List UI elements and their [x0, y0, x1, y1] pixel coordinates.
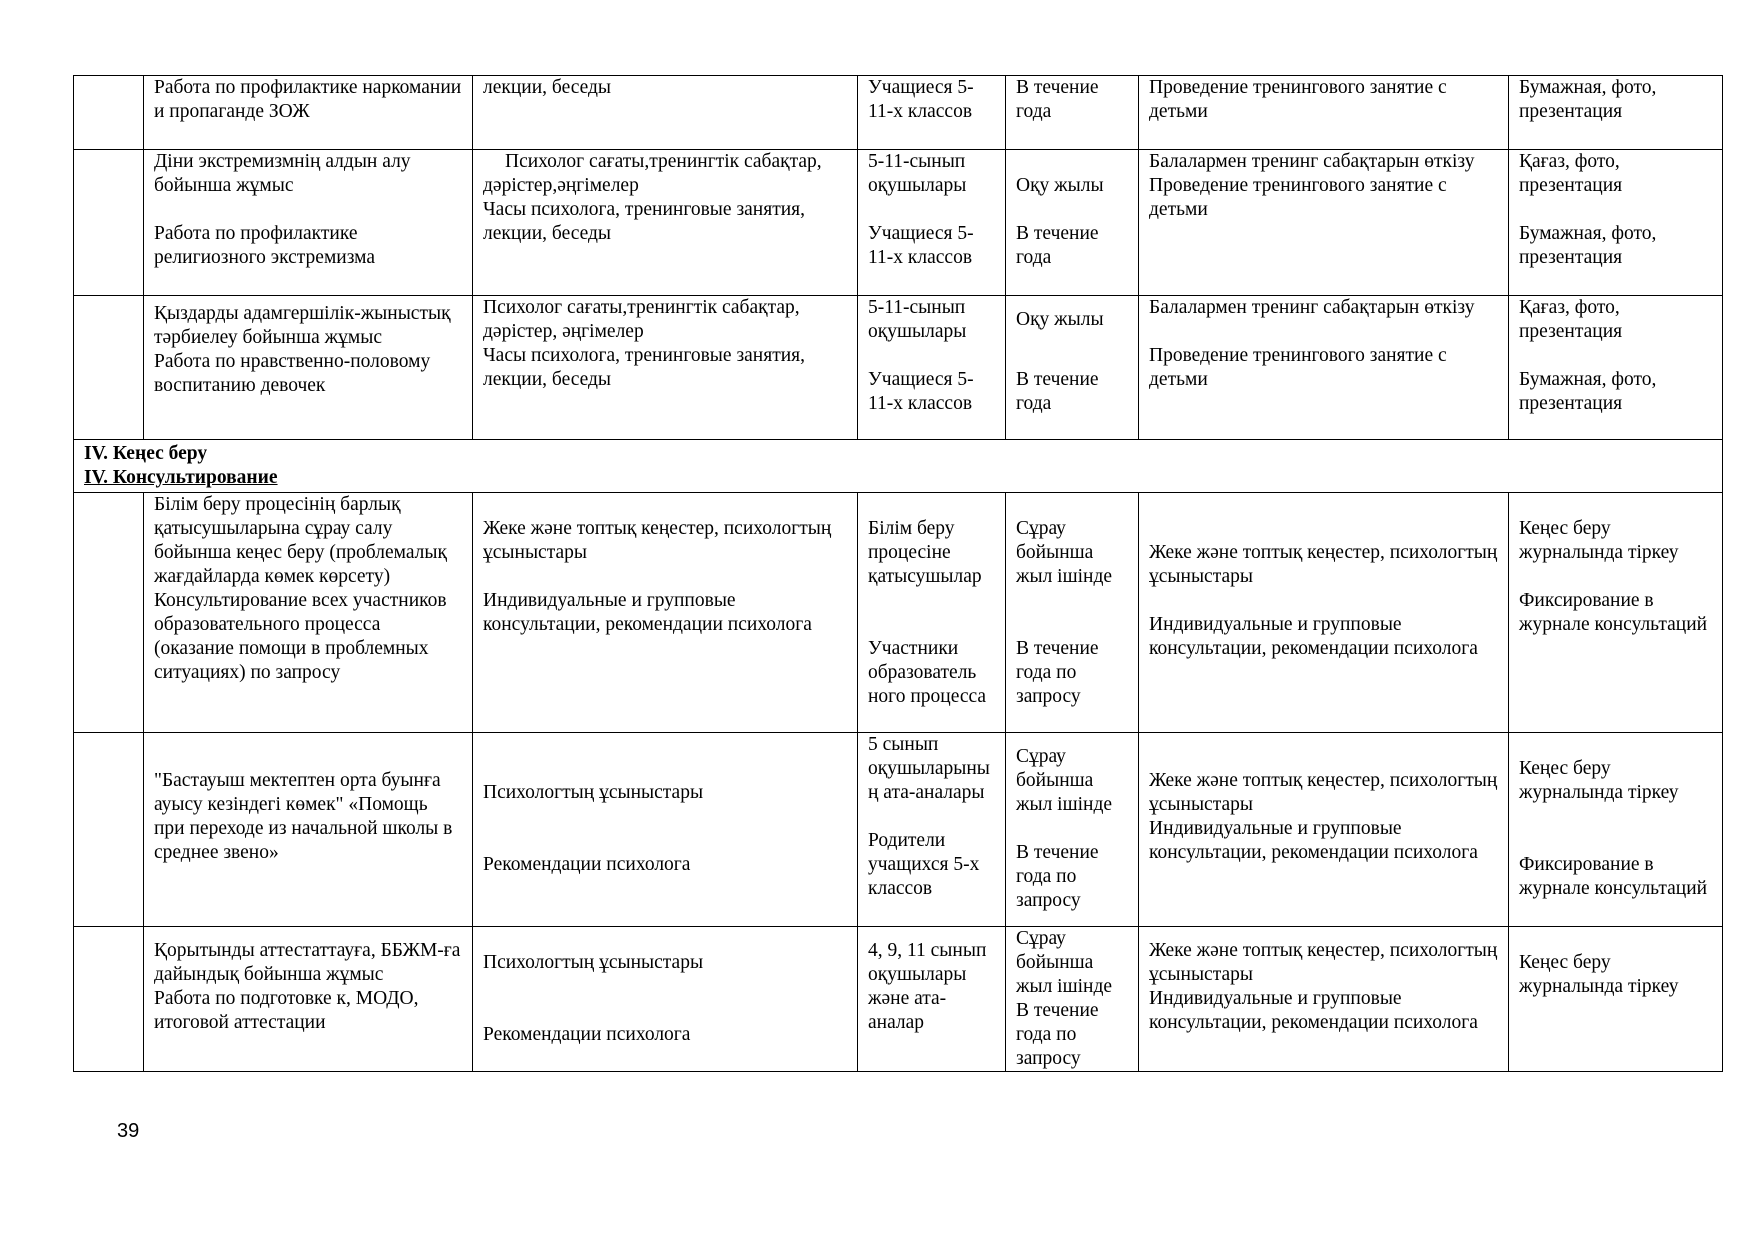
timing-cell	[1006, 493, 1139, 733]
report-text-kz: Қағаз, фото, презентация	[1519, 151, 1623, 196]
participants-cell	[858, 493, 1006, 733]
result-text-ru: Индивидуальные и групповые консультации, рекомендации психолога	[1149, 988, 1478, 1033]
forms-text-kz: Психологтың ұсыныстары	[483, 782, 704, 803]
number-cell	[74, 493, 144, 733]
work-text-kz: Діни экстремизмнің алдын алу бойынша жұмыс	[154, 151, 411, 196]
work-text-ru: Работа по подготовке к, МОДО, итоговой аттестации	[154, 988, 419, 1033]
result-text-ru: Индивидуальные и групповые консультации, рекомендации психолога	[1149, 614, 1478, 659]
result-cell	[1139, 493, 1509, 733]
participants-cell	[858, 733, 1006, 927]
timing-cell	[1006, 733, 1139, 927]
report-text-kz: Кеңес беру журналында тіркеу	[1519, 758, 1679, 803]
timing-cell	[1006, 76, 1139, 150]
number-cell	[74, 150, 144, 296]
report-cell	[1509, 733, 1723, 927]
timing-text-kz: Сұрау бойынша жыл ішінде	[1016, 518, 1113, 587]
result-text-ru: Проведение тренингового занятие с детьми	[1149, 175, 1447, 220]
forms-cell	[473, 927, 858, 1072]
forms-cell	[473, 150, 858, 296]
section-header-row	[74, 440, 1723, 493]
participants-text-ru: Участники образователь ного процесса	[868, 638, 987, 707]
timing-cell	[1006, 150, 1139, 296]
report-text-ru: Фиксирование в журнале консультаций	[1519, 590, 1708, 635]
work-cell	[144, 733, 473, 927]
forms-text-kz: Психологтың ұсыныстары	[483, 952, 704, 973]
work-text-ru: Консультирование всех участников образовательного процесса (оказание помощи в проблемных ситуациях) по запросу	[154, 590, 447, 683]
participants-text-ru: Учащиеся 5-11-х классов	[868, 369, 974, 414]
participants-cell	[858, 150, 1006, 296]
report-text-kz: Кеңес беру журналында тіркеу	[1519, 518, 1679, 563]
table-row	[74, 296, 1723, 440]
result-text-kz: Балалармен тренинг сабақтарын өткізу	[1149, 297, 1475, 318]
participants-text: 4, 9, 11 сынып оқушылары және ата-аналар	[868, 940, 987, 1033]
result-text-ru: Индивидуальные и групповые консультации, рекомендации психолога	[1149, 818, 1478, 863]
report-cell	[1509, 76, 1723, 150]
report-text-ru: Бумажная, фото, презентация	[1519, 223, 1657, 268]
work-text: "Бастауыш мектептен орта буынға ауысу кезіндегі көмек" «Помощь при переходе из начальной школы в среднее звено»	[154, 770, 453, 863]
work-plan-table	[73, 75, 1723, 1072]
timing-text-kz: Оқу жылы	[1016, 309, 1104, 330]
timing-text-kz: Сұрау бойынша жыл ішінде	[1016, 928, 1113, 997]
participants-cell	[858, 927, 1006, 1072]
result-text-kz: Жеке және топтық кеңестер, психологтың ұсыныстары	[1149, 940, 1498, 985]
work-text-kz: Білім беру процесінің барлық қатысушыларына сұрау салу бойынша кеңес беру (проблемалық жағдайларда көмек көрсету)	[154, 494, 447, 587]
timing-text-ru: В течение года по запросу	[1016, 842, 1099, 911]
report-cell	[1509, 150, 1723, 296]
forms-text-ru: Индивидуальные и групповые консультации, рекомендации психолога	[483, 590, 812, 635]
table-row	[74, 733, 1723, 927]
timing-text: В течение года	[1016, 77, 1099, 122]
participants-text-ru: Родители учащихся 5-х классов	[868, 830, 980, 899]
forms-text-kz: Психолог сағаты,тренингтік сабақтар, дәрістер, әңгімелер	[483, 297, 800, 342]
timing-text-ru: В течение года	[1016, 223, 1099, 268]
work-text: Работа по профилактике наркомании и пропаганде ЗОЖ	[154, 77, 462, 122]
report-text: Бумажная, фото, презентация	[1519, 77, 1657, 122]
section-title-ru: IV. Консультирование	[84, 467, 278, 488]
forms-cell	[473, 493, 858, 733]
participants-text-kz: 5-11-сынып оқушылары	[868, 151, 967, 196]
work-text-kz: Қыздарды адамгершілік-жыныстық тәрбиелеу бойынша жұмыс	[154, 303, 451, 348]
work-cell	[144, 493, 473, 733]
forms-text: лекции, беседы	[483, 77, 612, 98]
result-cell	[1139, 150, 1509, 296]
timing-text-ru: В течение года по запросу	[1016, 1000, 1099, 1069]
number-cell	[74, 927, 144, 1072]
forms-cell	[473, 296, 858, 440]
work-cell	[144, 296, 473, 440]
timing-text-kz: Сұрау бойынша жыл ішінде	[1016, 746, 1113, 815]
result-text-kz: Жеке және топтық кеңестер, психологтың ұсыныстары	[1149, 770, 1498, 815]
page-number: 39	[117, 1120, 140, 1142]
participants-cell	[858, 76, 1006, 150]
participants-text: Учащиеся 5-11-х классов	[868, 77, 974, 122]
report-text: Кеңес беру журналында тіркеу	[1519, 952, 1679, 997]
section-title-cell	[74, 440, 1723, 493]
result-text-ru: Проведение тренингового занятие с детьми	[1149, 345, 1447, 390]
work-text-ru: Работа по нравственно-половому воспитанию девочек	[154, 351, 431, 396]
timing-cell	[1006, 296, 1139, 440]
participants-text-kz: Білім беру процесіне қатысушылар	[868, 518, 982, 587]
report-cell	[1509, 493, 1723, 733]
participants-text-ru: Учащиеся 5-11-х классов	[868, 223, 974, 268]
work-text-kz: Қорытынды аттестаттауға, ББЖМ-ға дайындық бойынша жұмыс	[154, 940, 461, 985]
forms-text-ru: Рекомендации психолога	[483, 854, 691, 875]
table-row	[74, 493, 1723, 733]
number-cell	[74, 296, 144, 440]
work-cell	[144, 76, 473, 150]
report-cell	[1509, 927, 1723, 1072]
table-row	[74, 927, 1723, 1072]
forms-text-ru: Рекомендации психолога	[483, 1024, 691, 1045]
timing-text-ru: В течение года по запросу	[1016, 638, 1099, 707]
forms-cell	[473, 733, 858, 927]
result-text-kz: Жеке және топтық кеңестер, психологтың ұсыныстары	[1149, 542, 1498, 587]
report-text-ru: Бумажная, фото, презентация	[1519, 369, 1657, 414]
report-cell	[1509, 296, 1723, 440]
result-cell	[1139, 927, 1509, 1072]
forms-text-kz: Жеке және топтық кеңестер, психологтың ұсыныстары	[483, 518, 832, 563]
table-row	[74, 150, 1723, 296]
participants-cell	[858, 296, 1006, 440]
work-cell	[144, 927, 473, 1072]
work-text-ru: Работа по профилактике религиозного экстремизма	[154, 223, 376, 268]
section-title-kz: IV. Кеңес беру	[84, 443, 208, 464]
result-cell	[1139, 733, 1509, 927]
forms-text-kz: Психолог сағаты,тренингтік сабақтар, дәрістер,әңгімелер	[483, 151, 822, 196]
forms-text-ru: Часы психолога, тренинговые занятия, лекции, беседы	[483, 199, 806, 244]
report-text-kz: Қағаз, фото, презентация	[1519, 297, 1623, 342]
timing-cell	[1006, 927, 1139, 1072]
participants-text-kz: 5-11-сынып оқушылары	[868, 297, 967, 342]
result-cell	[1139, 296, 1509, 440]
forms-text-ru: Часы психолога, тренинговые занятия, лекции, беседы	[483, 345, 806, 390]
forms-cell	[473, 76, 858, 150]
result-text-kz: Балалармен тренинг сабақтарын өткізу	[1149, 151, 1475, 172]
result-cell	[1139, 76, 1509, 150]
report-text-ru: Фиксирование в журнале консультаций	[1519, 854, 1708, 899]
result-text: Проведение тренингового занятие с детьми	[1149, 77, 1447, 122]
timing-text-kz: Оқу жылы	[1016, 175, 1104, 196]
work-cell	[144, 150, 473, 296]
number-cell	[74, 76, 144, 150]
table-row	[74, 76, 1723, 150]
participants-text-kz: 5 сынып оқушыларының ата-аналары	[868, 734, 990, 803]
number-cell	[74, 733, 144, 927]
timing-text-ru: В течение года	[1016, 369, 1099, 414]
